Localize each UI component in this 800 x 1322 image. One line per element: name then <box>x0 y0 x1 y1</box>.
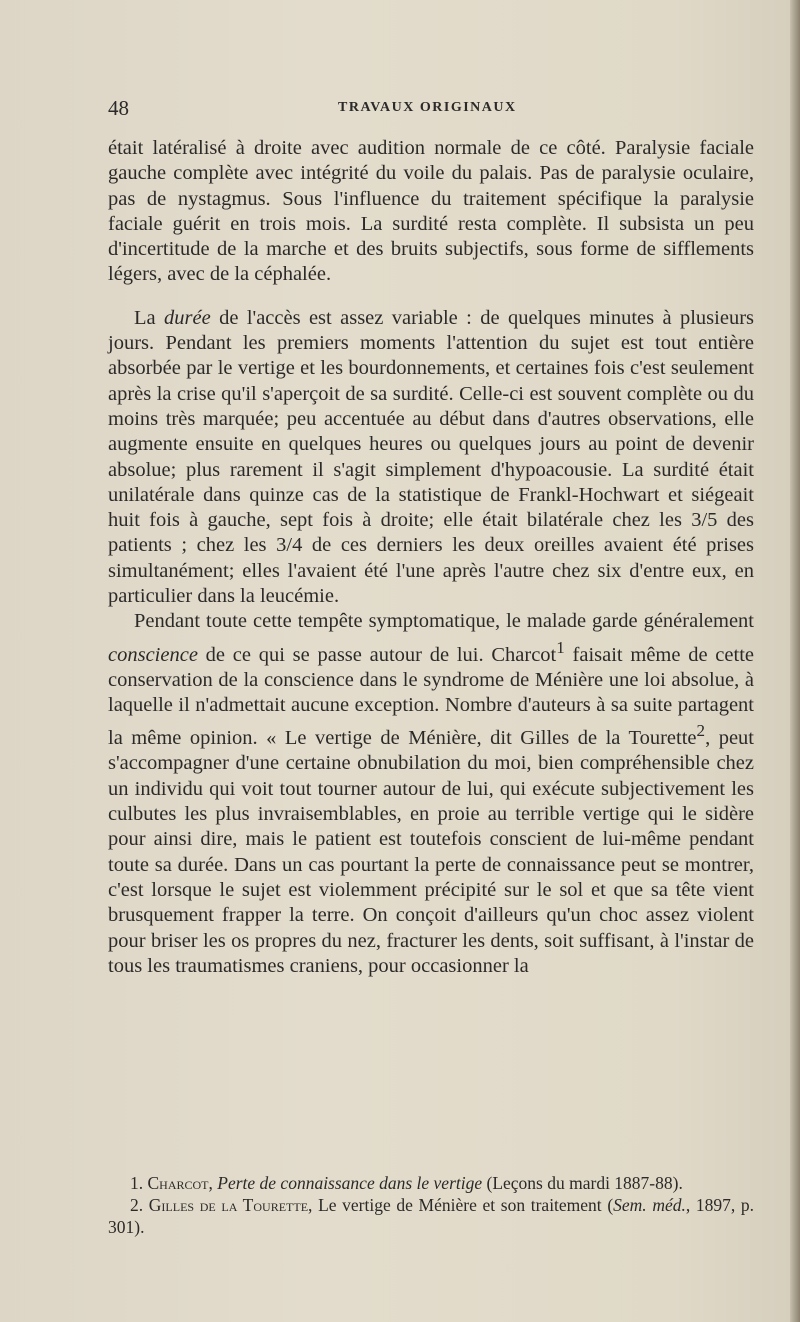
page-header <box>108 96 758 122</box>
paragraph-3-text-a: Pendant toute cette tempête symptomatique, le malade garde généralement <box>134 610 754 633</box>
footnote-1-number: 1. <box>130 1173 148 1193</box>
paragraph-2-text-b: de l'accès est assez variable : de quelques minutes à plusieurs jours. Pendant les premiers moments l'attention du sujet est tout entière absorbée par le vertige et les bourdonnements, et certaines fois c'est seulement après la crise qu'il s'aperçoit de sa surdité. Celle-ci est souvent complète ou du moins très marquée; peu accentuée au début dans d'autres observations, elle augmente ensuite en quelques heures ou quelques jours au point de devenir absolue; plus rarement il s'agit simplement d'hypoacousie. La surdité était unilatérale dans quinze cas de la statistique de Frankl-Hochwart et siégeait huit fois à gauche, sept fois à droite; elle était bilatérale chez les 3/5 des patients ; chez les 3/4 de ces derniers les deux oreilles avaient été prises simultanément; elles l'avaient été l'une après l'autre chez six d'entre eux, en particulier dans la leucémie. <box>108 306 754 608</box>
footnotes <box>108 1172 754 1238</box>
paragraph-3-text-d: , peut s'accompagner d'une certaine obnubilation du moi, bien compréhensible chez un individu qui voit tout tourner autour de lui, qui exécute subjectivement les culbutes les plus invraisemblables, en proie au terrible vertige qui le sidère pour ainsi dire, mais le patient est toutefois conscient de lui-même pendant toute sa durée. Dans un cas pourtant la perte de connaissance peut se montrer, c'est lorsque le sujet est violemment précipité sur le sol et que sa tête vient brusquement frapper la terre. On conçoit d'ailleurs qu'un choc assez violent pour briser les os propres du nez, fracturer les dents, soit suffisant, à l'instar de tous les traumatismes craniens, pour occasionner la <box>108 727 754 977</box>
footnote-2-title: , Le vertige de Ménière et son traitement ( <box>308 1195 614 1215</box>
paragraph-2-text-a: La <box>134 306 165 329</box>
footnote-1-separator: , <box>208 1173 218 1193</box>
paragraph-3-text-c: faisait même de cette conservation de la conscience dans le syndrome de Ménière une loi absolue, à laquelle il n'admettait aucune exception. Nombre d'auteurs à sa suite partagent la même opinion. « Le vertige de Ménière, dit Gilles de la Tourette <box>108 643 754 750</box>
page-number: 48 <box>108 96 129 120</box>
footnote-2-details: , 1897, p. 301). <box>108 1195 755 1237</box>
footnote-2-journal: Sem. méd. <box>613 1195 686 1215</box>
paragraph-1 <box>108 136 754 288</box>
emphasis-duree: durée <box>164 306 211 329</box>
footnote-2-number: 2. <box>130 1195 149 1215</box>
paragraph-3-text-b: de ce qui se passe autour de lui. Charcot <box>197 643 557 666</box>
footnote-2-author: Gilles de la Tourette <box>148 1195 309 1215</box>
paragraph-3 <box>108 609 754 979</box>
page-edge <box>790 0 800 1322</box>
footnote-ref-2: 2 <box>696 721 706 741</box>
footnote-1-title: Perte de connaissance dans le vertige <box>217 1173 483 1193</box>
footnote-ref-1: 1 <box>556 637 565 657</box>
footnote-1 <box>108 1172 754 1194</box>
footnote-1-author: Charcot <box>147 1173 209 1193</box>
emphasis-conscience: conscience <box>108 643 198 666</box>
paragraph-1-text: était latéralisé à droite avec audition normale de ce côté. Paralysie faciale gauche complète avec intégrité du voile du palais. Pas de paralysie oculaire, pas de nystagmus. Sous l'influence du traitement spécifique la paralysie faciale guérit en trois mois. La surdité resta complète. Il subsista un peu d'incertitude de la marche et des bruits subjectifs, sous forme de sifflements légers, avec de la céphalée. <box>108 137 754 286</box>
footnote-2 <box>108 1194 754 1238</box>
footnote-1-details: (Leçons du mardi 1887-88). <box>482 1173 683 1193</box>
body-text <box>108 136 754 979</box>
running-title: TRAVAUX ORIGINAUX <box>338 100 517 115</box>
paragraph-2 <box>108 306 754 610</box>
